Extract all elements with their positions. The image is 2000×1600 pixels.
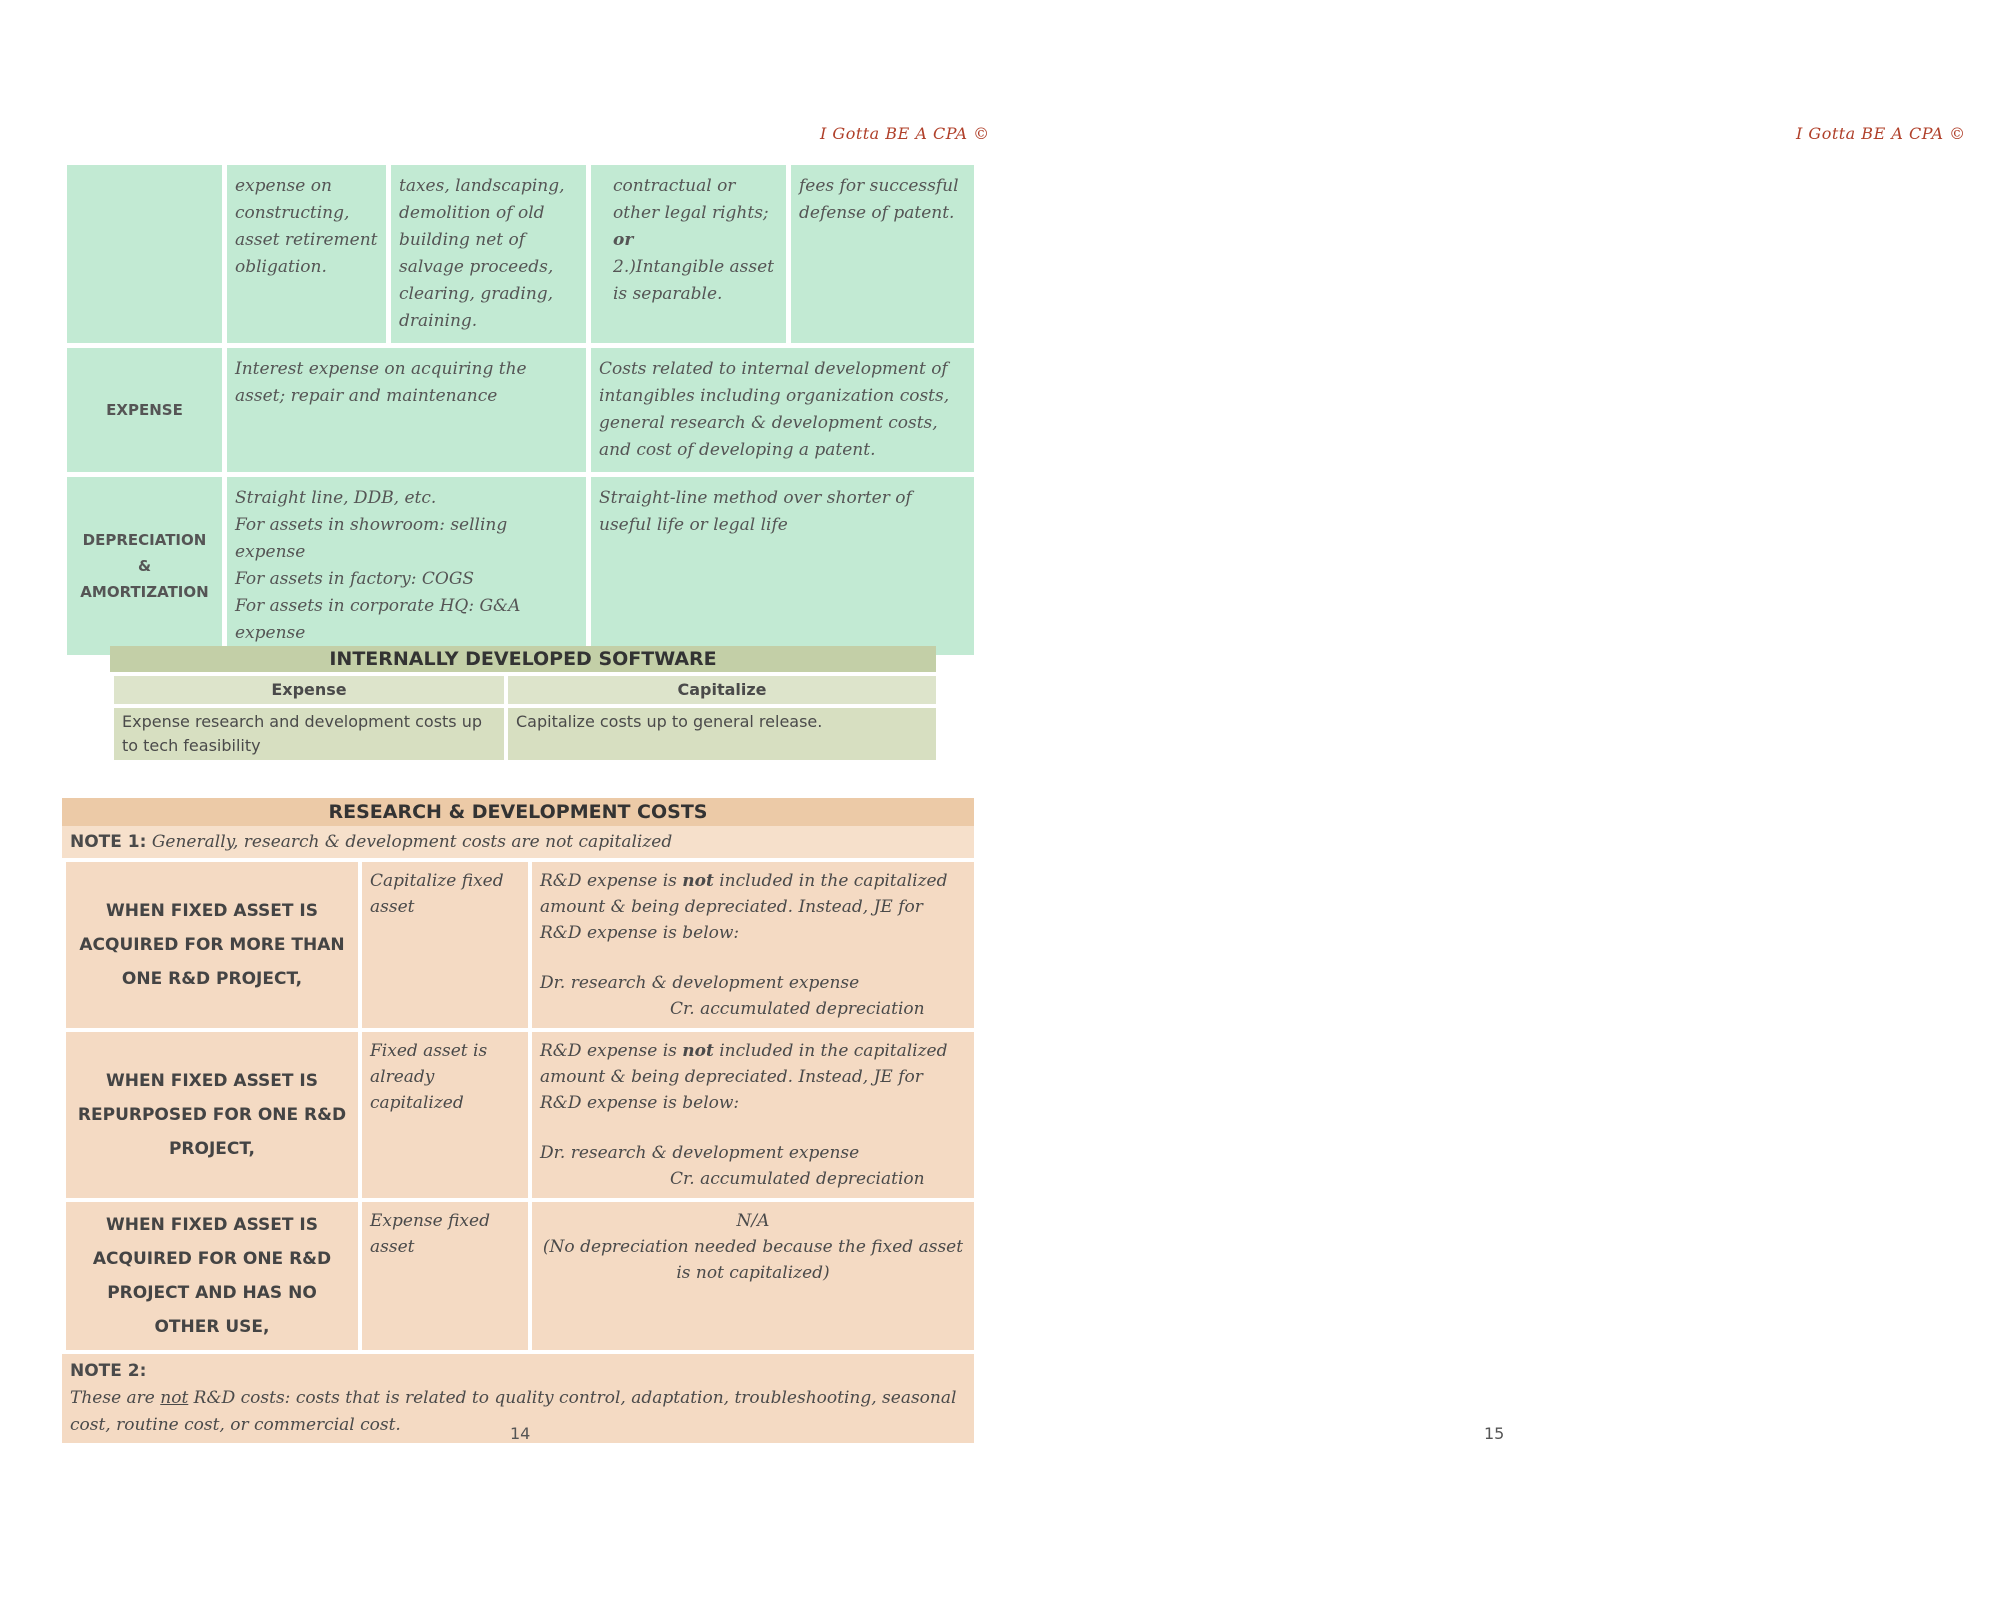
rnd-treatment: Fixed asset is already capitalized — [360, 1030, 530, 1200]
rnd-note-1 — [62, 826, 974, 858]
col-header-expense: Expense — [112, 674, 506, 706]
list-item: Straight line, DDB, etc. — [235, 488, 437, 508]
note-text: R&D costs: costs that is related to quality control, adaptation, troubleshooting, seasonal cost, routine cost, or commercial cost. — [70, 1388, 957, 1435]
software-table — [110, 672, 940, 764]
row-label-expense: EXPENSE — [65, 346, 225, 475]
cell-intangible-criteria — [589, 163, 789, 346]
note-not: not — [160, 1388, 189, 1408]
cell-expense-intangible: Costs related to internal development of intangibles including organization costs, general research & development costs, and cost of developing a patent. — [589, 346, 977, 475]
rnd-table — [62, 858, 978, 1354]
je-credit: Cr. accumulated depreciation — [670, 999, 925, 1019]
software-section — [110, 646, 936, 764]
col-header-capitalize: Capitalize — [506, 674, 938, 706]
je-credit: Cr. accumulated depreciation — [670, 1169, 925, 1189]
or-word: or — [613, 230, 634, 250]
rnd-row-label: WHEN FIXED ASSET IS REPURPOSED FOR ONE R&D PROJECT, — [64, 1030, 360, 1200]
row-label-empty — [65, 163, 225, 346]
table-row — [65, 475, 977, 658]
note-text: Generally, research & development costs are not capitalized — [151, 832, 673, 852]
table-row — [64, 860, 976, 1030]
row-label-depreciation — [65, 475, 225, 658]
detail-bold: not — [682, 871, 714, 891]
rnd-title: RESEARCH & DEVELOPMENT COSTS — [62, 798, 974, 826]
table-row — [64, 1200, 976, 1352]
software-capitalize-text: Capitalize costs up to general release. — [506, 706, 938, 762]
cell-expense-tangible: Interest expense on acquiring the asset; repair and maintenance — [225, 346, 589, 475]
list-item: For assets in corporate HQ: G&A expense — [235, 596, 521, 643]
je-debit: Dr. research & development expense — [540, 973, 860, 993]
label-line: DEPRECIATION & — [82, 531, 207, 575]
detail-text: R&D expense is — [540, 871, 683, 891]
ppe-table — [62, 160, 979, 660]
criteria-2: 2.)Intangible asset is separable. — [613, 257, 775, 304]
je-debit: Dr. research & development expense — [540, 1143, 860, 1163]
rnd-treatment: Capitalize fixed asset — [360, 860, 530, 1030]
brand-watermark: I Gotta BE A CPA © — [820, 124, 990, 143]
note-text: These are — [70, 1388, 161, 1408]
cell-depreciation-tangible — [225, 475, 589, 658]
rnd-detail — [530, 860, 976, 1030]
cell-depreciation-intangible: Straight-line method over shorter of useful life or legal life — [589, 475, 977, 658]
label-line: AMORTIZATION — [80, 583, 209, 601]
table-row — [64, 1030, 976, 1200]
na-detail: (No depreciation needed because the fixed asset is not capitalized) — [542, 1237, 964, 1283]
rnd-treatment: Expense fixed asset — [360, 1200, 530, 1352]
cell-patent-fees: fees for successful defense of patent. — [789, 163, 977, 346]
page-number: 14 — [510, 1424, 531, 1443]
criteria-1: contractual or other legal rights; — [613, 176, 769, 223]
rnd-section — [62, 798, 974, 1443]
rnd-detail — [530, 1200, 976, 1352]
detail-text: R&D expense is — [540, 1041, 683, 1061]
software-title: INTERNALLY DEVELOPED SOFTWARE — [110, 646, 936, 672]
software-expense-text: Expense research and development costs up to tech feasibility — [112, 706, 506, 762]
detail-bold: not — [682, 1041, 714, 1061]
note-label: NOTE 2: — [70, 1361, 147, 1381]
cell-construction-cost: expense on constructing, asset retirement obligation. — [225, 163, 389, 346]
na-text: N/A — [736, 1211, 770, 1231]
rnd-detail — [530, 1030, 976, 1200]
rnd-row-label: WHEN FIXED ASSET IS ACQUIRED FOR MORE THAN ONE R&D PROJECT, — [64, 860, 360, 1030]
detail-text: included in the capitalized amount & being depreciated. Instead, JE for R&D expense is below: — [540, 871, 948, 943]
detail-text: included in the capitalized amount & being depreciated. Instead, JE for R&D expense is below: — [540, 1041, 948, 1113]
right-page — [1000, 0, 2000, 1600]
table-row — [65, 346, 977, 475]
cell-land-cost: taxes, landscaping, demolition of old building net of salvage proceeds, clearing, grading, draining. — [389, 163, 589, 346]
table-row — [65, 163, 977, 346]
rnd-row-label: WHEN FIXED ASSET IS ACQUIRED FOR ONE R&D PROJECT AND HAS NO OTHER USE, — [64, 1200, 360, 1352]
list-item: For assets in factory: COGS — [235, 569, 475, 589]
brand-watermark: I Gotta BE A CPA © — [1796, 124, 1966, 143]
page-number: 15 — [1484, 1424, 1505, 1443]
note-label: NOTE 1: — [70, 832, 147, 852]
list-item: For assets in showroom: selling expense — [235, 515, 508, 562]
